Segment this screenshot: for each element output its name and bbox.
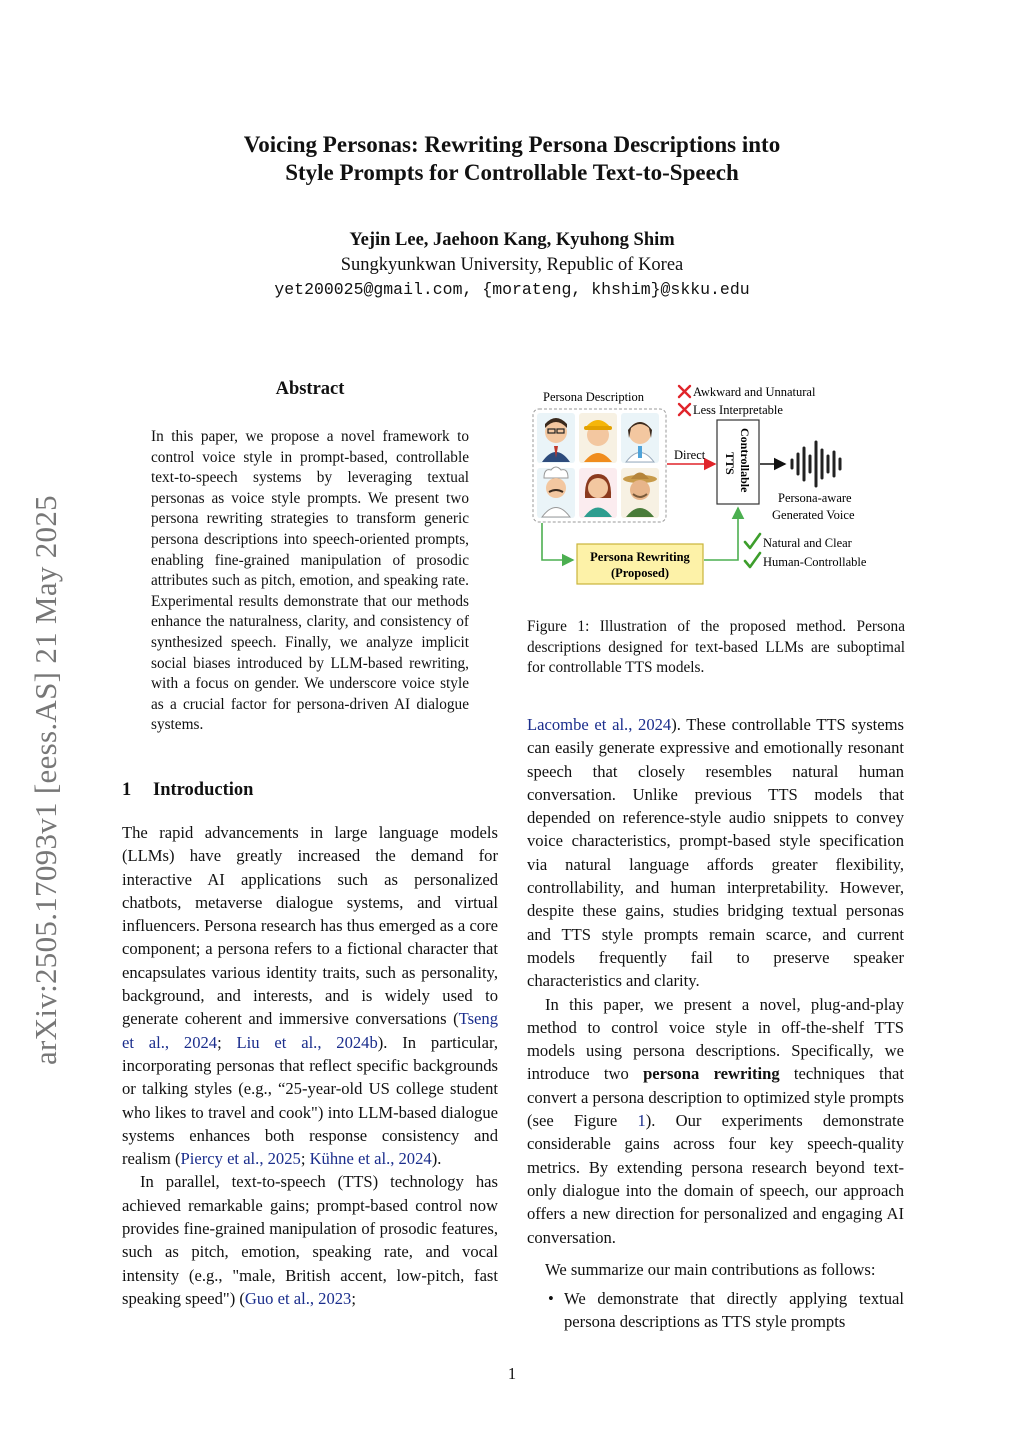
title-line-1: Voicing Personas: Rewriting Persona Descriptions into <box>243 132 781 157</box>
intro-paragraph-1 <box>122 821 498 1170</box>
tts-label-line-1: Controllable <box>738 428 752 493</box>
bad-outcome-awkward: Awkward and Unnatural <box>693 385 816 399</box>
rewrite-label-line-2: (Proposed) <box>610 566 670 580</box>
cross-icon <box>679 386 690 397</box>
text-run: ). <box>431 1149 442 1169</box>
good-outcome-controllable: Human-Controllable <box>763 555 867 569</box>
figure-reference[interactable]: 1 <box>637 1111 646 1131</box>
waveform-icon <box>792 442 840 486</box>
rewrite-output-arrow <box>704 508 738 560</box>
bold-term-persona-rewriting: persona rewriting <box>643 1064 780 1084</box>
bullet-marker: • <box>548 1289 554 1309</box>
persona-avatar-woman <box>579 468 617 518</box>
text-run: In this paper, we present a novel, plug-and-play method to control voice style in off-the-shelf TTS models using persona descriptions. Specifically, we introduce two <box>527 994 904 1084</box>
right-paragraph-2 <box>527 993 904 1249</box>
section-title: Introduction <box>153 780 254 800</box>
check-icon <box>745 534 760 548</box>
good-outcome-natural: Natural and Clear <box>763 536 852 550</box>
text-run: ; <box>300 1149 310 1169</box>
persona-avatar-worker <box>579 413 617 463</box>
citation-lacombe[interactable]: Lacombe et al., 2024 <box>527 715 672 734</box>
arxiv-identifier: arXiv:2505.17093v1 [eess.AS] 21 May 2025 <box>28 495 63 1065</box>
bad-outcome-less-interpretable: Less Interpretable <box>693 403 783 417</box>
right-column-body <box>527 713 904 1334</box>
citation-guo[interactable]: Guo et al., 2023 <box>244 1288 352 1308</box>
left-column-body <box>122 821 498 1310</box>
output-label-line-2: Generated Voice <box>772 508 855 522</box>
contribution-bullet-1 <box>527 1287 904 1334</box>
section-number: 1 <box>122 780 132 800</box>
persona-avatar-chef <box>537 467 575 518</box>
citation-liu[interactable]: Liu et al., 2024b <box>236 1032 378 1052</box>
figure-1-diagram <box>527 380 907 590</box>
persona-avatar-doctor <box>621 413 659 463</box>
text-run: In parallel, text-to-speech (TTS) technology has achieved remarkable gains; prompt-based control now provides fine-grained manipulation of prosodic features, such as pitch, emotion, speaking rate, and vocal intensity (e.g., "male, British accent, low-pitch, fast speaking speed") ( <box>122 1172 498 1308</box>
affiliation: Sungkyunkwan University, Republic of Korea <box>340 255 684 275</box>
contributions-intro: We summarize our main contributions as follows: <box>545 1259 876 1279</box>
text-run: ; <box>217 1032 237 1052</box>
section-heading-introduction <box>122 780 253 801</box>
persona-avatar-farmer <box>621 468 659 518</box>
figure-1-caption: Figure 1: Illustration of the proposed method. Persona descriptions designed for text-based LLMs are suboptimal for controllable TTS models. <box>527 618 905 677</box>
abstract-text: In this paper, we propose a novel framework to control voice style in prompt-based, controllable text-to-speech systems by leveraging textual personas as voice style prompts. We present two persona rewriting strategies to transform generic persona descriptions into speech-oriented prompts, enabling fine-grained manipulation of prosodic attributes such as pitch, emotion, and speaking rate. Experimental results demonstrate that our methods enhance the naturalness, clarity, and consistency of synthesized speech. Finally, we analyze implicit social biases introduced by LLM-based rewriting, with a focus on gender. We underscore voice style as a crucial factor for persona-driven AI dialogue systems. <box>151 428 469 734</box>
citation-piercy[interactable]: Piercy et al., 2025 <box>180 1149 301 1169</box>
authors: Yejin Lee, Jaehoon Kang, Kyuhong Shim <box>349 230 675 250</box>
check-icon <box>745 553 760 567</box>
title-line-2: Style Prompts for Controllable Text-to-Speech <box>285 160 739 185</box>
tts-label-line-2: TTS <box>723 452 737 475</box>
text-run: ; <box>351 1288 356 1308</box>
intro-paragraph-2 <box>122 1170 498 1310</box>
page-number: 1 <box>507 1364 517 1383</box>
text-run: ). These controllable TTS systems can easily generate expressive and emotionally resonant speech that closely resembles natural human conversation. Unlike previous TTS models that depended on reference-style audio snippets to convey voice characteristics, prompt-based style specification via natural language affords greater flexibility, controllability, and human interpretability. However, despite these gains, studies bridging textual personas and TTS style prompts remain scarce, and current models frequently fail to preserve speaker characteristics and clarity. <box>527 715 904 991</box>
email: yet200025@gmail.com, {morateng, khshim}@skku.edu <box>274 280 750 299</box>
text-run: ). In particular, incorporating personas that reflect specific backgrounds or talking styles (e.g., “25-year-old US college student who likes to travel and cook") into LLM-based dialogue systems enhances both response consistency and realism ( <box>122 1032 498 1169</box>
text-run: ). Our experiments demonstrate considerable gains across four key speech-quality metrics. By extending persona research beyond text-only dialogue into the domain of speech, our approach offers a new direction for personalized and engaging AI conversation. <box>527 1111 904 1247</box>
right-paragraph-1 <box>527 713 904 993</box>
paper-title <box>0 131 1024 187</box>
rewrite-input-arrow <box>542 523 573 560</box>
direct-label: Direct <box>674 448 706 462</box>
abstract-heading: Abstract <box>275 379 345 399</box>
text-run: The rapid advancements in large language models (LLMs) have greatly increased the demand for interactive AI applications such as personalized chatbots, metaverse dialogue systems, and virtual influencers. Persona research has thus emerged as a core component; a persona refers to a fictional character that encapsulates various identity traits, such as personality, background, and interests, and is widely used to generate coherent and immersive conversations ( <box>122 823 498 1029</box>
text-run: We demonstrate that directly applying textual persona descriptions as TTS style prompts <box>564 1289 904 1332</box>
cross-icon <box>679 404 690 415</box>
output-label-line-1: Persona-aware <box>778 491 852 505</box>
rewrite-label-line-1: Persona Rewriting <box>590 550 690 564</box>
citation-kuhne[interactable]: Kühne et al., 2024 <box>309 1149 432 1169</box>
persona-avatar-businessman <box>537 413 575 463</box>
citation-tseng[interactable]: Tseng et al., 2024 <box>122 1009 498 1052</box>
text-run: techniques that convert a persona description to optimized style prompts (see Figure <box>527 1064 904 1131</box>
persona-description-label: Persona Description <box>543 390 645 404</box>
